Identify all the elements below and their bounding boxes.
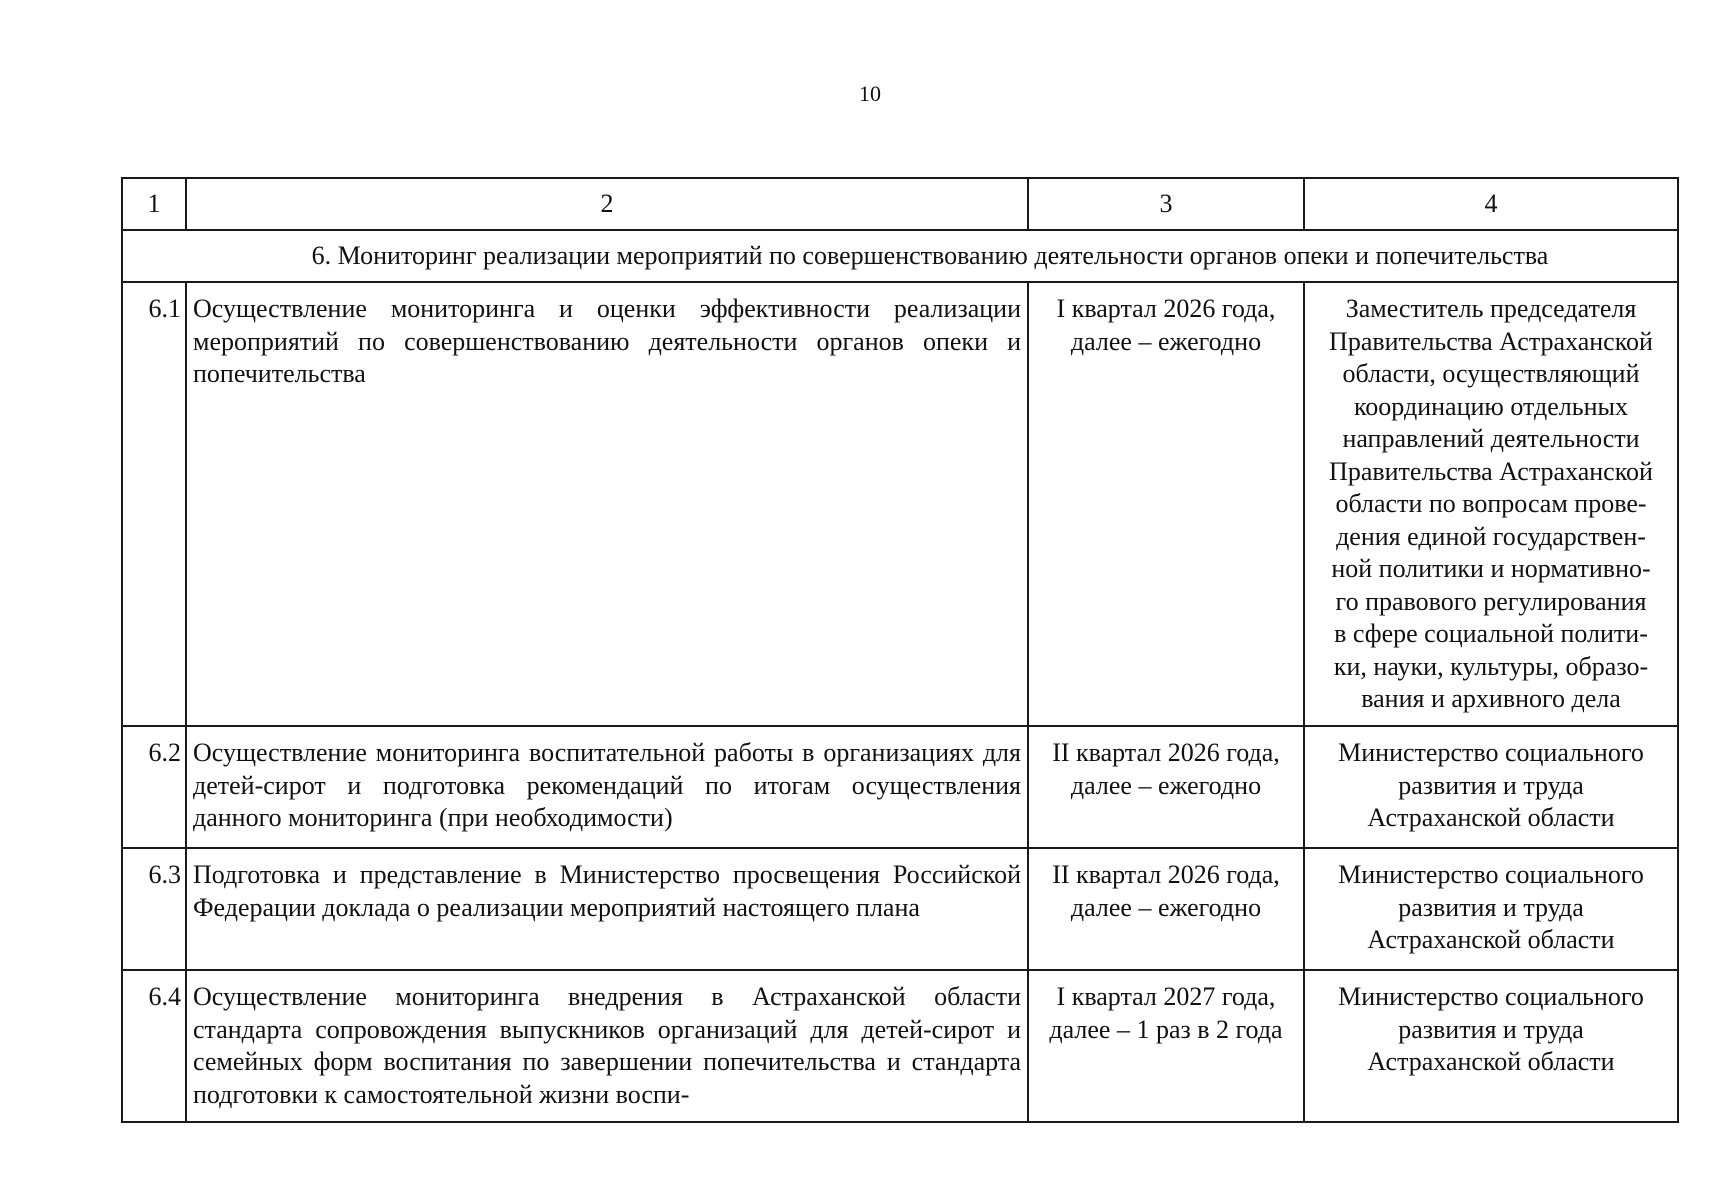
page-number: 10 [859, 81, 881, 106]
responsible-line: Астраханской области [1367, 1047, 1615, 1076]
row-term [1028, 282, 1304, 726]
responsible-line: координацию отдельных [1354, 391, 1628, 421]
row-responsible [1304, 726, 1678, 848]
row-description: Осуществление мониторинга воспитательной работы в организациях для детей-сирот и подготовка рекомендаций по итогам осуществления данного мониторинга (при необходимости) [186, 726, 1028, 848]
responsible-line: ки, науки, культуры, образо- [1333, 651, 1649, 681]
row-responsible [1304, 970, 1678, 1122]
section-row [122, 230, 1678, 282]
row-description: Осуществление мониторинга и оценки эффективности реализации мероприятий по совершенствованию деятельности органов опеки и попечительства [186, 282, 1028, 726]
responsible-line: Правительства Астраханской [1329, 456, 1653, 486]
row-number: 6.1 [122, 282, 186, 726]
responsible-line: развития и труда [1398, 892, 1584, 922]
term-line: I квартал 2026 года, [1056, 294, 1276, 323]
term-line: далее – ежегодно [1070, 770, 1262, 800]
responsible-line: Правительства Астраханской [1329, 326, 1653, 356]
responsible-line: в сфере социальной полити- [1334, 619, 1648, 648]
table-row [122, 282, 1678, 726]
responsible-line: области по вопросам прове- [1335, 489, 1647, 518]
section-title: 6. Мониторинг реализации мероприятий по совершенствованию деятельности органов опеки и попечительства [122, 230, 1678, 282]
row-term [1028, 970, 1304, 1122]
term-line: далее – ежегодно [1070, 892, 1262, 922]
term-line: I квартал 2027 года, [1056, 982, 1276, 1011]
table-row [122, 726, 1678, 848]
row-term [1028, 848, 1304, 970]
responsible-line: направлений деятельности [1342, 424, 1640, 453]
responsible-line: Министерство социального [1338, 738, 1644, 767]
row-description: Осуществление мониторинга внедрения в Астраханской области стандарта сопровождения выпускников организаций для детей-сирот и семейных форм воспитания по завершении попечительства и стандарта подготовки к самостоятельной жизни воспи- [186, 970, 1028, 1122]
responsible-line: вания и архивного дела [1361, 684, 1621, 713]
row-responsible [1304, 848, 1678, 970]
table-header-row [122, 178, 1678, 230]
responsible-line: ной политики и нормативно- [1331, 554, 1651, 583]
responsible-line: дения единой государствен- [1336, 521, 1646, 551]
responsible-line: области, осуществляющий [1342, 359, 1640, 388]
term-line: II квартал 2026 года, [1052, 738, 1280, 767]
column-number-1: 1 [122, 178, 186, 230]
row-number: 6.4 [122, 970, 186, 1122]
row-description: Подготовка и представление в Министерство просвещения Российской Федерации доклада о реализации мероприятий настоящего плана [186, 848, 1028, 970]
responsible-line: развития и труда [1398, 1014, 1584, 1044]
responsible-line: Заместитель председателя [1345, 294, 1637, 323]
term-line: далее – ежегодно [1070, 326, 1262, 356]
table-row [122, 970, 1678, 1122]
responsible-line: Астраханской области [1367, 925, 1615, 954]
row-number: 6.2 [122, 726, 186, 848]
column-number-3: 3 [1028, 178, 1304, 230]
column-number-4: 4 [1304, 178, 1678, 230]
responsible-line: Министерство социального [1338, 860, 1644, 889]
term-line: далее – 1 раз в 2 года [1049, 1014, 1283, 1044]
term-line: II квартал 2026 года, [1052, 860, 1280, 889]
row-number: 6.3 [122, 848, 186, 970]
responsible-line: развития и труда [1398, 770, 1584, 800]
responsible-line: го правового регулирования [1335, 586, 1647, 616]
row-term [1028, 726, 1304, 848]
plan-table [121, 177, 1679, 1123]
column-number-2: 2 [186, 178, 1028, 230]
responsible-line: Астраханской области [1367, 803, 1615, 832]
table-row [122, 848, 1678, 970]
responsible-line: Министерство социального [1338, 982, 1644, 1011]
row-responsible [1304, 282, 1678, 726]
